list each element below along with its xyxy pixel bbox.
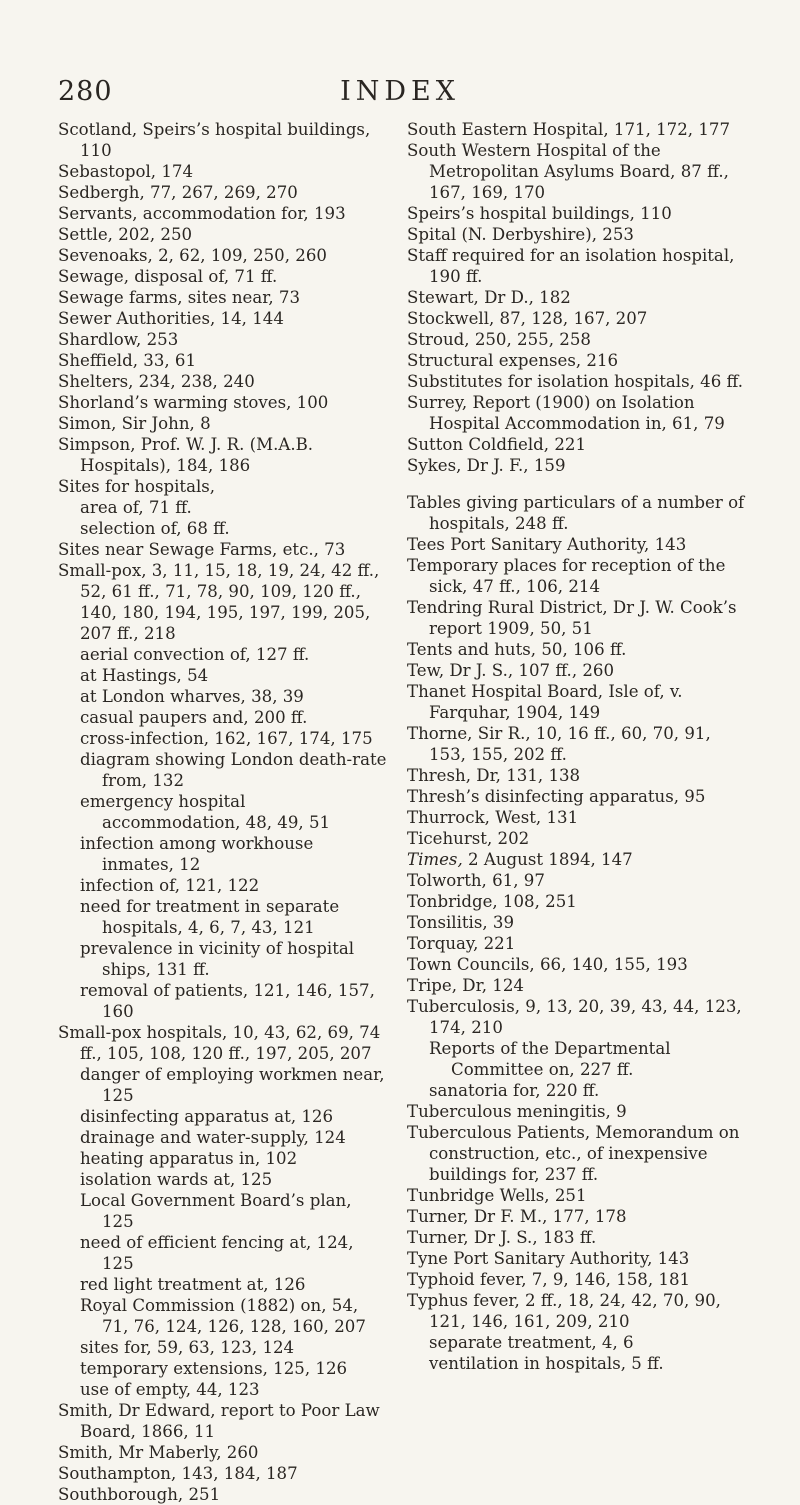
index-entry [407,534,747,555]
index-entry-text: Turner, Dr F. M., 177, 178 [407,1207,627,1226]
index-entry-text: Tew, Dr J. S., 107 ff., 260 [407,661,615,680]
index-subentry [407,1038,747,1080]
index-entry [58,392,388,413]
index-entry-text: selection of, 68 ff. [80,519,230,538]
index-entry-text: Royal Commission (1882) on, 54, 71, 76, 124, 126, 128, 160, 207 [80,1296,366,1336]
index-entry [407,597,747,639]
index-entry-text: removal of patients, 121, 146, 157, 160 [80,981,375,1021]
index-entry [58,119,388,161]
index-entry-text: Simpson, Prof. W. J. R. (M.A.B. Hospitals), 184, 186 [58,435,314,475]
index-entry-text: at Hastings, 54 [80,666,209,685]
index-entry-text: temporary extensions, 125, 126 [80,1359,348,1378]
index-subentry [58,665,388,686]
index-entry [58,350,388,371]
page-number: 280 [58,76,113,107]
index-entry-text: Sewage farms, sites near, 73 [58,288,301,307]
index-subentry [58,1379,388,1400]
index-entry-text: infection of, 121, 122 [80,876,260,895]
index-subentry [58,1190,388,1232]
index-entry-text: use of empty, 44, 123 [80,1380,260,1399]
index-entry-text: Shorland’s warming stoves, 100 [58,393,329,412]
index-entry-text: 2 August 1894, 147 [462,850,633,869]
index-entry-text: Tolworth, 61, 97 [407,871,545,890]
index-entry-text: Sutton Coldfield, 221 [407,435,586,454]
index-entry [58,1022,388,1064]
index-entry [407,786,747,807]
index-entry [407,765,747,786]
index-entry-text: Tuberculous Patients, Memorandum on construction, etc., of inexpensive buildings for, 237 ff. [407,1123,740,1184]
index-entry-text: Torquay, 221 [407,934,516,953]
index-entry-text: Stockwell, 87, 128, 167, 207 [407,309,648,328]
index-entry-text: Sykes, Dr J. F., 159 [407,456,566,475]
index-entry-text: Small-pox hospitals, 10, 43, 62, 69, 74 ff., 105, 108, 120 ff., 197, 205, 207 [58,1023,381,1063]
index-entry-text: emergency hospital accommodation, 48, 49, 51 [80,792,331,832]
index-entry [407,975,747,996]
index-subentry [58,518,388,539]
index-subentry [58,896,388,938]
index-subentry [58,728,388,749]
index-entry [407,119,747,140]
index-entry-text: aerial convection of, 127 ff. [80,645,310,664]
index-entry [407,849,747,870]
index-entry-text: Sebastopol, 174 [58,162,194,181]
index-entry-text: prevalence in vicinity of hospital ships, 131 ff. [80,939,355,979]
index-entry [407,870,747,891]
index-subentry [58,791,388,833]
index-entry-italic: Times, [407,850,463,869]
index-entry [407,203,747,224]
index-subentry [58,1295,388,1337]
index-subentry [58,1358,388,1379]
index-entry-text: Tunbridge Wells, 251 [407,1186,587,1205]
index-entry [407,1269,747,1290]
index-subentry [58,833,388,875]
index-subentry [58,1337,388,1358]
index-entry-text: need for treatment in separate hospitals, 4, 6, 7, 43, 121 [80,897,340,937]
index-entry-text: Tonbridge, 108, 251 [407,892,577,911]
index-subentry [58,938,388,980]
running-head: INDEX [340,76,460,107]
index-entry-text: sanatoria for, 220 ff. [429,1081,600,1100]
index-entry-text: Turner, Dr J. S., 183 ff. [407,1228,597,1247]
index-entry [58,1484,388,1505]
index-subentry [58,497,388,518]
index-entry [58,182,388,203]
index-subentry [58,1148,388,1169]
index-entry-text: danger of employing workmen near, 125 [80,1065,385,1105]
index-entry-text: Tonsilitis, 39 [407,913,515,932]
index-entry-text: Tents and huts, 50, 106 ff. [407,640,627,659]
index-entry [407,1227,747,1248]
index-entry [58,329,388,350]
index-entry-text: Tuberculosis, 9, 13, 20, 39, 43, 44, 123, 174, 210 [407,997,742,1037]
index-entry-text: Tuberculous meningitis, 9 [407,1102,627,1121]
index-entry-text: separate treatment, 4, 6 [429,1333,634,1352]
index-entry [58,560,388,644]
index-entry-text: Stewart, Dr D., 182 [407,288,571,307]
index-entry [58,1400,388,1442]
index-entry-text: Local Government Board’s plan, 125 [80,1191,352,1231]
index-entry-text: Typhoid fever, 7, 9, 146, 158, 181 [407,1270,691,1289]
index-entry [58,308,388,329]
index-entry [407,828,747,849]
index-entry-text: need of efficient fencing at, 124, 125 [80,1233,354,1273]
index-entry-text: Surrey, Report (1900) on Isolation Hospital Accommodation in, 61, 79 [407,393,725,433]
index-entry-text: area of, 71 ff. [80,498,192,517]
index-entry [407,455,747,476]
index-subentry [407,1080,747,1101]
index-entry-text: Temporary places for reception of the sick, 47 ff., 106, 214 [407,556,726,596]
index-entry-text: at London wharves, 38, 39 [80,687,304,706]
index-entry-text: Smith, Mr Maberly, 260 [58,1443,259,1462]
index-entry-text: South Eastern Hospital, 171, 172, 177 [407,120,731,139]
index-entry-text: ventilation in hospitals, 5 ff. [429,1354,664,1373]
index-entry-text: isolation wards at, 125 [80,1170,273,1189]
index-entry [407,1101,747,1122]
index-entry [407,287,747,308]
index-subentry [58,1106,388,1127]
index-entry [407,392,747,434]
index-entry [407,350,747,371]
index-entry [407,308,747,329]
index-entry [58,245,388,266]
index-entry [58,476,388,497]
index-entry-text: South Western Hospital of the Metropolitan Asylums Board, 87 ff., 167, 169, 170 [407,141,729,202]
index-entry [407,245,747,287]
index-entry-text: Sewage, disposal of, 71 ff. [58,267,278,286]
index-entry-text: Thresh’s disinfecting apparatus, 95 [407,787,706,806]
index-subentry [58,980,388,1022]
index-subentry [58,707,388,728]
index-entry-text: Substitutes for isolation hospitals, 46 ff. [407,372,743,391]
index-entry [407,555,747,597]
index-entry [407,912,747,933]
index-entry-text: Settle, 202, 250 [58,225,193,244]
index-entry [407,681,747,723]
index-column-right [407,119,747,1374]
index-entry-text: Sedbergh, 77, 267, 269, 270 [58,183,298,202]
index-subentry [58,875,388,896]
index-entry [58,371,388,392]
index-entry-text: diagram showing London death-rate from, 132 [80,750,387,790]
index-entry [58,539,388,560]
index-entry-text: Structural expenses, 216 [407,351,619,370]
index-entry-text: Sheffield, 33, 61 [58,351,197,370]
index-entry-text: Thanet Hospital Board, Isle of, v. Farquhar, 1904, 149 [407,682,683,722]
index-entry-text: Town Councils, 66, 140, 155, 193 [407,955,688,974]
index-entry-text: Speirs’s hospital buildings, 110 [407,204,672,223]
index-entry-text: Reports of the Departmental Committee on, 227 ff. [429,1039,671,1079]
index-entry-text: Scotland, Speirs’s hospital buildings, 110 [58,120,371,160]
index-subentry [58,1064,388,1106]
index-entry-text: Sewer Authorities, 14, 144 [58,309,284,328]
index-entry [407,1206,747,1227]
index-entry [58,224,388,245]
index-entry [58,161,388,182]
index-entry [58,203,388,224]
index-entry [407,329,747,350]
index-entry-text: Tyne Port Sanitary Authority, 143 [407,1249,690,1268]
index-entry [407,996,747,1038]
index-entry [407,1290,747,1332]
index-subentry [58,1232,388,1274]
index-entry [407,660,747,681]
index-entry-text: Sevenoaks, 2, 62, 109, 250, 260 [58,246,327,265]
index-entry-text: Tables giving particulars of a number of hospitals, 248 ff. [407,493,745,533]
index-entry-text: Shelters, 234, 238, 240 [58,372,255,391]
index-entry [58,287,388,308]
index-entry-text: casual paupers and, 200 ff. [80,708,308,727]
index-entry [407,723,747,765]
index-entry-text: Stroud, 250, 255, 258 [407,330,591,349]
index-entry-text: Staff required for an isolation hospital, 190 ff. [407,246,735,286]
index-entry [58,413,388,434]
index-entry-text: cross-infection, 162, 167, 174, 175 [80,729,373,748]
index-subentry [58,1274,388,1295]
index-entry [407,639,747,660]
index-entry-text: Spital (N. Derbyshire), 253 [407,225,634,244]
index-entry-text: Southborough, 251 [58,1485,221,1504]
index-entry [407,807,747,828]
index-entry [407,492,747,534]
index-entry-text: red light treatment at, 126 [80,1275,306,1294]
index-entry-text: drainage and water-supply, 124 [80,1128,346,1147]
index-entry-text: Servants, accommodation for, 193 [58,204,346,223]
index-entry-text: Ticehurst, 202 [407,829,530,848]
index-entry-text: infection among workhouse inmates, 12 [80,834,314,874]
index-entry [407,891,747,912]
index-entry [407,434,747,455]
index-entry [407,954,747,975]
index-entry [407,933,747,954]
index-entry-text: Sites for hospitals, [58,477,216,496]
index-entry-text: Southampton, 143, 184, 187 [58,1464,298,1483]
index-entry-text: Sites near Sewage Farms, etc., 73 [58,540,346,559]
index-entry [58,266,388,287]
index-entry-text: sites for, 59, 63, 123, 124 [80,1338,295,1357]
index-entry-text: Tees Port Sanitary Authority, 143 [407,535,687,554]
index-subentry [407,1332,747,1353]
index-entry [407,1185,747,1206]
index-entry [407,1248,747,1269]
index-entry-text: Tendring Rural District, Dr J. W. Cook’s report 1909, 50, 51 [407,598,737,638]
index-entry [407,371,747,392]
index-entry-text: Typhus fever, 2 ff., 18, 24, 42, 70, 90, 121, 146, 161, 209, 210 [407,1291,721,1331]
index-column-left [58,119,388,1505]
index-entry-text: Shardlow, 253 [58,330,179,349]
index-entry [407,224,747,245]
index-subentry [58,686,388,707]
index-entry-text: Thresh, Dr, 131, 138 [407,766,581,785]
index-entry-text: Thurrock, West, 131 [407,808,579,827]
index-subentry [58,749,388,791]
index-entry-text: Thorne, Sir R., 10, 16 ff., 60, 70, 91, 153, 155, 202 ff. [407,724,711,764]
index-subentry [58,1127,388,1148]
index-entry-text: Smith, Dr Edward, report to Poor Law Board, 1866, 11 [58,1401,380,1441]
index-entry [407,140,747,203]
index-entry-text: Simon, Sir John, 8 [58,414,211,433]
index-entry [407,1122,747,1185]
index-entry [58,434,388,476]
index-entry [58,1463,388,1484]
index-entry-text: disinfecting apparatus at, 126 [80,1107,334,1126]
index-subentry [407,1353,747,1374]
index-entry-text: Small-pox, 3, 11, 15, 18, 19, 24, 42 ff., 52, 61 ff., 71, 78, 90, 109, 120 ff., 140, 180, 194, 195, 197, 199, 205, 207 ff., 218 [58,561,380,643]
index-entry-text: heating apparatus in, 102 [80,1149,298,1168]
index-entry-text: Tripe, Dr, 124 [407,976,524,995]
index-subentry [58,644,388,665]
index-entry [58,1442,388,1463]
index-subentry [58,1169,388,1190]
